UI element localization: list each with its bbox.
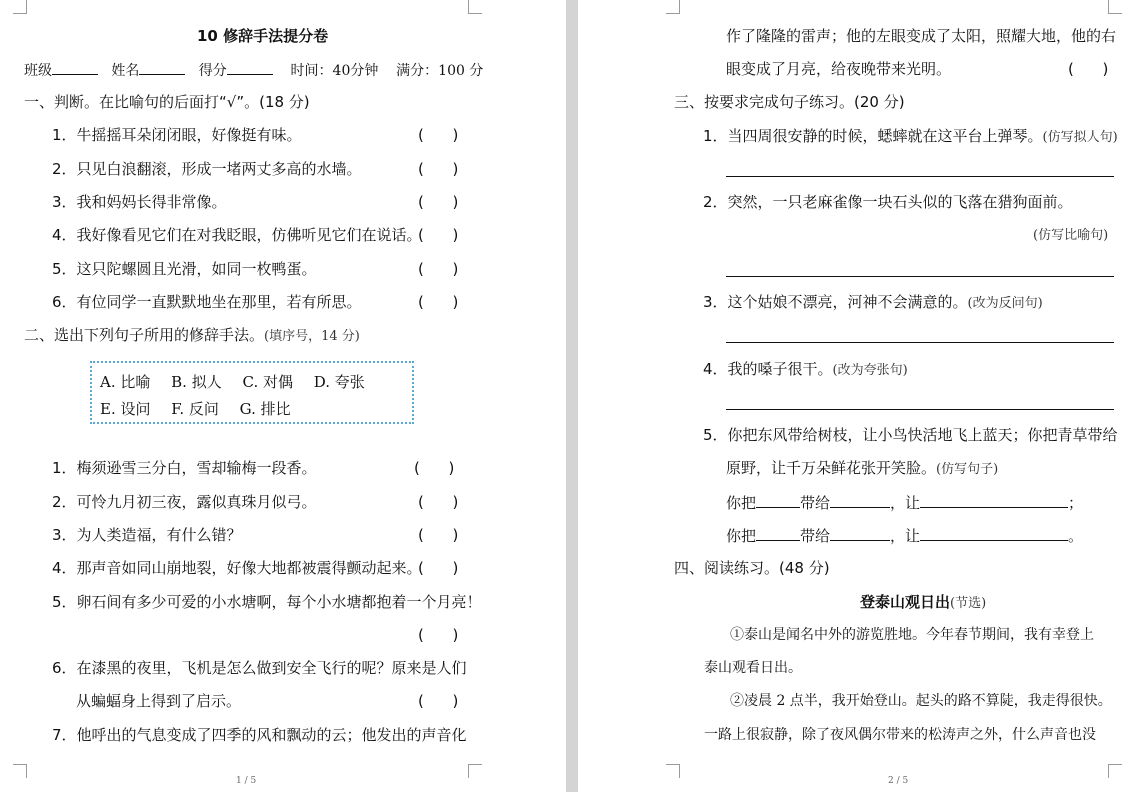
class-label: 班级 bbox=[24, 63, 52, 79]
section2-item: 4．那声音如同山崩地裂，好像大地都被震得颤动起来。 bbox=[52, 559, 422, 577]
section2-item: 7．他呼出的气息变成了四季的风和飘动的云；他发出的声音化 bbox=[52, 726, 467, 744]
answer-paren[interactable]: ( ) bbox=[418, 226, 459, 244]
crop-mark bbox=[468, 764, 482, 778]
section3-q5: 5．你把东风带给树枝，让小鸟快活地飞上蓝天；你把青草带给 bbox=[703, 426, 1118, 444]
fill-ni: 你把 bbox=[726, 494, 757, 512]
fill-blank[interactable] bbox=[830, 492, 890, 508]
continued-line: 眼变成了月亮，给夜晚带来光明。 bbox=[726, 60, 952, 78]
q3-note: (改为反问句) bbox=[967, 296, 1043, 311]
section1-item: 6．有位同学一直默默地坐在那里，若有所思。 bbox=[52, 293, 362, 311]
section3-q1 bbox=[703, 126, 1118, 148]
reading-paragraph-1: ①泰山是闻名中外的游览胜地。今年春节期间，我有幸登上 bbox=[730, 627, 1094, 643]
section1-item: 4．我好像看见它们在对我眨眼，仿佛听见它们在说话。 bbox=[52, 226, 422, 244]
answer-paren[interactable]: ( ) bbox=[418, 626, 459, 644]
section1-item: 3．我和妈妈长得非常像。 bbox=[52, 193, 227, 211]
q5-note: (仿写句子) bbox=[936, 462, 999, 477]
answer-paren[interactable]: ( ) bbox=[418, 559, 459, 577]
answer-paren[interactable]: ( ) bbox=[418, 160, 459, 178]
fill-blank[interactable] bbox=[830, 525, 890, 541]
answer-paren[interactable]: ( ) bbox=[1068, 60, 1109, 78]
page-number: 1 / 5 bbox=[236, 776, 257, 786]
fill-ni: 你把 bbox=[726, 527, 757, 545]
name-label: 姓名 bbox=[111, 63, 140, 79]
q5-text: 原野，让千万朵鲜花张开笑脸。 bbox=[726, 459, 937, 477]
q3-text: 3．这个姑娘不漂亮，河神不会满意的。 bbox=[703, 293, 968, 311]
section2-item: 5．卵石间有多少可爱的小水塘啊，每个小水塘都抱着一个月亮！ bbox=[52, 593, 482, 611]
crop-mark bbox=[666, 764, 680, 778]
fill-dai: 带给 bbox=[800, 527, 831, 545]
reading-paragraph-2-continued: 一路上很寂静，除了夜风偶尔带来的松涛声之外，什么声音也没 bbox=[704, 727, 1096, 743]
time-text: 时间：40分钟 bbox=[290, 63, 379, 79]
section2-item: 6．在漆黑的夜里，飞机是怎么做到安全飞行的呢？原来是人们 bbox=[52, 659, 467, 677]
options-box bbox=[90, 361, 414, 424]
article-title: 登泰山观日出 bbox=[860, 593, 951, 611]
q1-text: 1．当四周很安静的时候，蟋蟀就在这平台上弹琴。 bbox=[703, 127, 1043, 145]
q1-note: (仿写拟人句) bbox=[1042, 130, 1118, 145]
section2-heading-note: (填序号，14 分) bbox=[264, 329, 360, 344]
header-info-line bbox=[24, 59, 483, 81]
score-label: 得分 bbox=[198, 63, 227, 79]
score-blank[interactable] bbox=[227, 59, 273, 75]
answer-paren[interactable]: ( ) bbox=[418, 526, 459, 544]
option-g: G. 排比 bbox=[239, 400, 291, 418]
answer-paren[interactable]: ( ) bbox=[418, 260, 459, 278]
option-e: E. 设问 bbox=[100, 400, 151, 418]
option-c: C. 对偶 bbox=[242, 373, 293, 391]
continued-line: 作了隆隆的雷声；他的左眼变成了太阳，照耀大地，他的右 bbox=[726, 27, 1117, 45]
answer-paren[interactable]: ( ) bbox=[418, 293, 459, 311]
answer-line[interactable] bbox=[726, 409, 1114, 410]
answer-paren[interactable]: ( ) bbox=[418, 126, 459, 144]
section1-item: 5．这只陀螺圆且光滑，如同一枚鸭蛋。 bbox=[52, 260, 317, 278]
page-title: 10 修辞手法提分卷 bbox=[197, 27, 329, 45]
answer-paren[interactable]: ( ) bbox=[418, 692, 459, 710]
crop-mark bbox=[1108, 764, 1122, 778]
answer-paren[interactable]: ( ) bbox=[418, 493, 459, 511]
fill-rang: ，让 bbox=[890, 494, 921, 512]
option-f: F. 反问 bbox=[171, 400, 219, 418]
fill-row-2 bbox=[726, 525, 1083, 546]
article-note: (节选) bbox=[950, 596, 987, 611]
page-number: 2 / 5 bbox=[888, 776, 909, 786]
section1-item: 2．只见白浪翻滚，形成一堵两丈多高的水墙。 bbox=[52, 160, 362, 178]
answer-paren[interactable]: ( ) bbox=[418, 193, 459, 211]
page-gutter bbox=[566, 0, 578, 792]
option-b: B. 拟人 bbox=[171, 373, 222, 391]
article-title-line bbox=[860, 592, 986, 614]
answer-paren[interactable]: ( ) bbox=[414, 459, 455, 477]
section2-item: 1．梅须逊雪三分白，雪却输梅一段香。 bbox=[52, 459, 317, 477]
answer-line[interactable] bbox=[726, 176, 1114, 177]
fill-blank[interactable] bbox=[920, 492, 1068, 508]
name-blank[interactable] bbox=[139, 59, 185, 75]
fill-rang: ，让 bbox=[890, 527, 921, 545]
document-page-2 bbox=[578, 0, 1147, 792]
fill-dai: 带给 bbox=[800, 494, 831, 512]
section2-item: 3．为人类造福，有什么错？ bbox=[52, 526, 242, 544]
crop-mark bbox=[666, 0, 680, 14]
reading-paragraph-1-continued: 泰山观看日出。 bbox=[704, 660, 802, 676]
fill-row-1 bbox=[726, 492, 1083, 513]
section4-heading: 四、阅读练习。(48 分) bbox=[674, 559, 830, 577]
section1-heading: 一、判断。在比喻句的后面打“√”。(18 分) bbox=[24, 93, 310, 111]
crop-mark bbox=[13, 0, 27, 14]
crop-mark bbox=[1108, 0, 1122, 14]
fill-blank[interactable] bbox=[756, 492, 800, 508]
q4-note: (改为夸张句) bbox=[832, 363, 908, 378]
section2-item-continued: 从蝙蝠身上得到了启示。 bbox=[76, 692, 242, 710]
fill-end: 。 bbox=[1068, 527, 1084, 545]
q4-text: 4．我的嗓子很干。 bbox=[703, 360, 833, 378]
crop-mark bbox=[468, 0, 482, 14]
answer-line[interactable] bbox=[726, 342, 1114, 343]
document-page-1 bbox=[0, 0, 566, 792]
section2-heading bbox=[24, 325, 360, 347]
option-d: D. 夸张 bbox=[313, 373, 365, 391]
options-row-1 bbox=[100, 371, 381, 392]
fill-blank[interactable] bbox=[920, 525, 1068, 541]
option-a: A. 比喻 bbox=[100, 373, 151, 391]
crop-mark bbox=[13, 764, 27, 778]
section2-heading-text: 二、选出下列句子所用的修辞手法。 bbox=[24, 326, 265, 344]
section3-heading: 三、按要求完成句子练习。(20 分) bbox=[674, 93, 905, 111]
section3-q4 bbox=[703, 359, 908, 381]
answer-line[interactable] bbox=[726, 276, 1114, 277]
full-score-text: 满分：100 分 bbox=[396, 63, 484, 79]
reading-paragraph-2: ②凌晨 2 点半，我开始登山。起头的路不算陡，我走得很快。 bbox=[730, 693, 1112, 709]
fill-blank[interactable] bbox=[756, 525, 800, 541]
q2-note: (仿写比喻句) bbox=[1033, 228, 1109, 243]
section3-q2: 2．突然，一只老麻雀像一块石头似的飞落在猎狗面前。 bbox=[703, 193, 1073, 211]
section3-q3 bbox=[703, 292, 1043, 314]
options-row-2 bbox=[100, 398, 307, 419]
class-blank[interactable] bbox=[52, 59, 98, 75]
section2-item: 2．可怜九月初三夜，露似真珠月似弓。 bbox=[52, 493, 317, 511]
section3-q5-continued bbox=[726, 458, 998, 480]
section1-item: 1．牛摇摇耳朵闭闭眼，好像挺有味。 bbox=[52, 126, 302, 144]
fill-end: ； bbox=[1068, 494, 1084, 512]
